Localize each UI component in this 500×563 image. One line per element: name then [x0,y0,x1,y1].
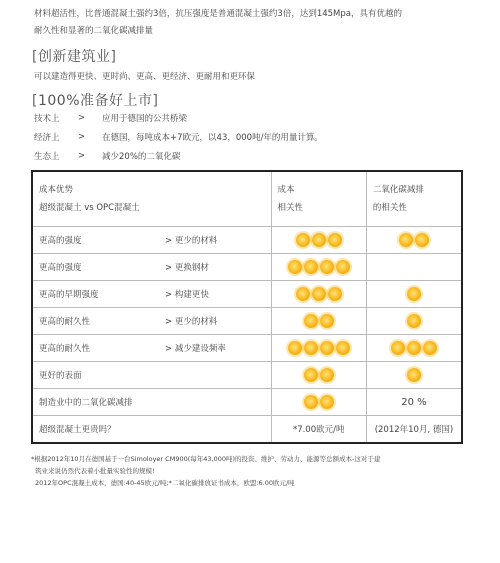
table-body [32,227,462,416]
sun-icon [328,233,342,247]
sun-icon [304,341,318,355]
sun-icon [336,341,350,355]
row-property: 更高的强度 [39,236,82,246]
row-property-cell [32,335,271,362]
row-property-cell [32,308,271,335]
cost-advantage-table [31,170,463,444]
table-row [32,362,462,389]
sun-icon [407,368,421,382]
row-property-cell [32,362,271,389]
sun-icon [296,287,310,301]
price-date: (2012年10月, 德国) [366,416,462,444]
row-property: 制造业中的二氧化碳减排 [39,398,133,408]
row-property: 更高的耐久性 [39,344,91,354]
footnotes [31,453,471,489]
point-economic: 经济上 > 在德国，每吨成本+7欧元，以43，000吨/年的用量计算。 [34,131,323,143]
header-cost-relevance: 成本 相关性 [271,171,366,227]
row-co2-relevance [366,389,462,416]
sun-icon [304,314,318,328]
sun-icon [312,287,326,301]
table-row-price [32,416,462,444]
sun-icon [399,233,413,247]
sun-icon [312,233,326,247]
table-row [32,335,462,362]
row-cost-relevance [271,335,366,362]
sun-icon [288,260,302,274]
row-benefit: > 构建更快 [165,290,209,300]
sun-icon [415,233,429,247]
sun-icon [288,341,302,355]
table-row [32,281,462,308]
row-co2-relevance [366,227,462,254]
row-property: 更高的早期强度 [39,290,99,300]
row-cost-relevance [271,362,366,389]
section-subtitle-innovation: 可以建造得更快、更时尚、更高、更经济、更耐用和更环保 [34,72,256,82]
sun-icon [423,341,437,355]
section-title-market-text: 100%准备好上市 [37,93,153,109]
sun-icon [304,260,318,274]
row-co2-relevance [366,254,462,281]
table-row [32,254,462,281]
footnote-line-3: 2012年OPC混凝土成本，德国:40-45欧元/吨;*二氧化碳排放证书成本，欧盟:6.00欧元/吨 [35,479,295,487]
sun-icon [391,341,405,355]
row-property-cell [32,281,271,308]
row-co2-relevance [366,308,462,335]
sun-icon [336,260,350,274]
section-title-market: [100%准备好上市] [32,93,159,109]
sun-icon [320,395,334,409]
row-property-cell [32,389,271,416]
sun-icon [320,260,334,274]
co2-reduction-value: 20 % [401,396,427,408]
sun-icon [320,314,334,328]
section-title-innovation: [创新建筑业] [32,49,117,65]
footnote-line-1: *根据2012年10月在德国基于一台Simoloyer CM900(每年43,000吨)的投资、维护、劳动力、能源等总额成本-这对于建 [31,455,381,463]
sun-icon [320,341,334,355]
row-benefit: > 更换钢材 [165,263,209,273]
row-cost-relevance [271,308,366,335]
row-cost-relevance [271,389,366,416]
section-title-innovation-text: 创新建筑业 [37,49,111,65]
row-cost-relevance [271,254,366,281]
point-ecological: 生态上 > 减少20%的二氧化碳 [34,150,181,162]
row-co2-relevance [366,281,462,308]
row-cost-relevance [271,281,366,308]
price-question: 超级混凝土更贵吗？ [32,416,271,444]
table-row [32,308,462,335]
sun-icon [328,287,342,301]
row-property-cell [32,227,271,254]
row-benefit: > 减少建设频率 [165,344,226,354]
table-row [32,227,462,254]
sun-icon [296,233,310,247]
row-property-cell [32,254,271,281]
footnote-line-2: 筑业来说仍然代表着小批量实验性的规模! [35,467,155,475]
row-co2-relevance [366,335,462,362]
intro-line-2: 耐久性和显著的二氧化碳减排量 [34,26,154,36]
row-property: 更高的强度 [39,263,82,273]
table-header-row [32,171,462,227]
table-row [32,389,462,416]
sun-icon [407,341,421,355]
sun-icon [304,395,318,409]
intro-paragraph [34,6,484,40]
readiness-points [34,108,323,165]
row-benefit: > 更少的材料 [165,236,218,246]
header-co2-relevance: 二氧化碳减排 的相关性 [366,171,462,227]
row-benefit: > 更少的材料 [165,317,218,327]
intro-line-1: 材料超活性，比普通混凝土强约3倍，抗压强度是普通混凝土强约3倍，达到145Mpa，具有优越的 [34,9,402,19]
sun-icon [407,287,421,301]
header-cost-advantage: 成本优势 超级混凝土 vs OPC混凝土 [32,171,271,227]
sun-icon [320,368,334,382]
sun-icon [407,314,421,328]
row-cost-relevance [271,227,366,254]
row-co2-relevance [366,362,462,389]
row-property: 更好的表面 [39,371,82,381]
price-cost: *7.00欧元/吨 [271,416,366,444]
sun-icon [304,368,318,382]
point-technical: 技术上 > 应用于德国的公共桥梁 [34,112,188,124]
row-property: 更高的耐久性 [39,317,91,327]
